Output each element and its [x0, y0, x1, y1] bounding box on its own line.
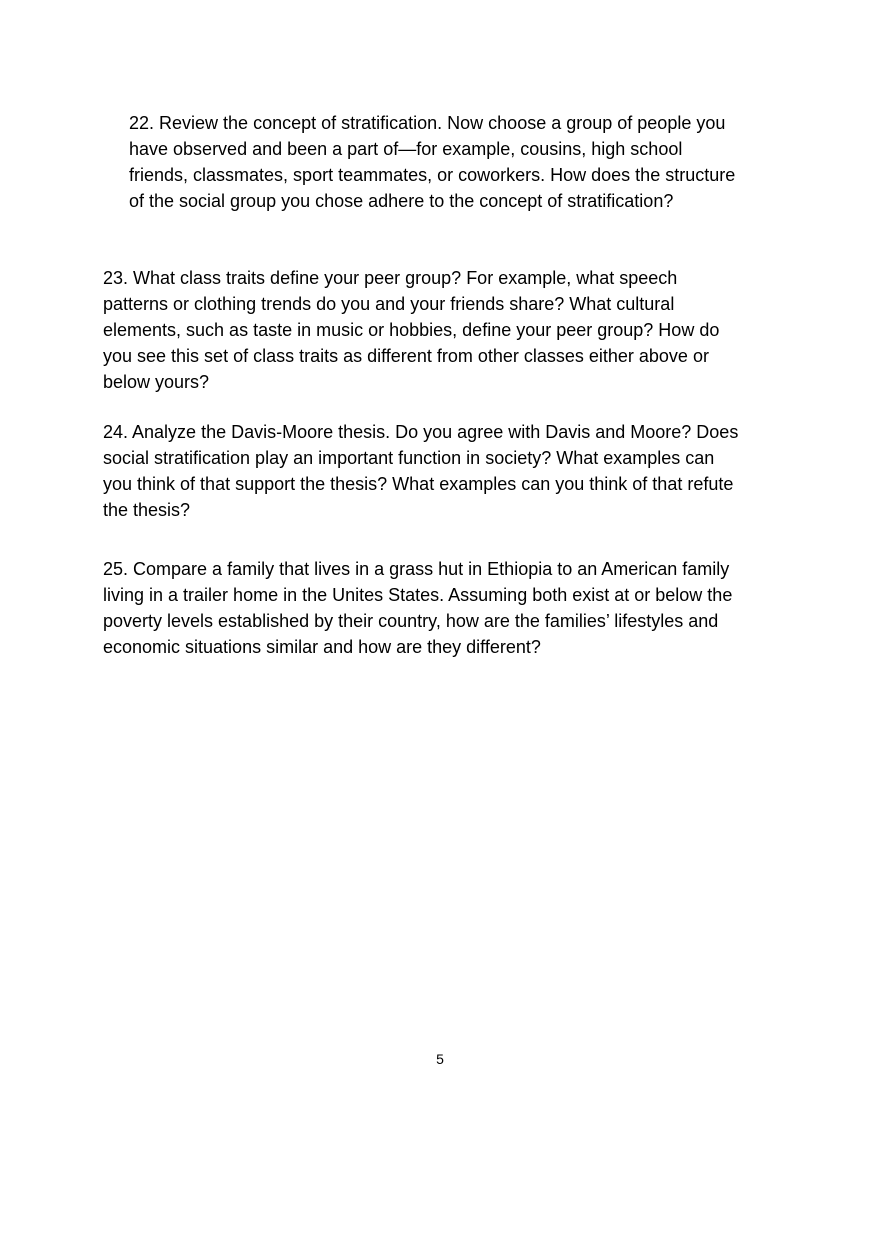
question-22: 22. Review the concept of stratification. Now choose a group of people you have observed and been a part of—for example, cousins, high school friends, classmates, sport teammates, or coworkers. How does the structure of the social group you chose adhere to the concept of stratification?	[129, 113, 736, 211]
question-23: 23. What class traits define your peer group? For example, what speech patterns or clothing trends do you and your friends share? What cultural elements, such as taste in music or hobbies, define your peer group? How do you see this set of class traits as different from other classes either above or below yours?	[103, 268, 720, 392]
page-number: 5	[436, 1051, 444, 1067]
question-24: 24. Analyze the Davis-Moore thesis. Do you agree with Davis and Moore? Does social stratification play an important function in society? What examples can you think of that support the thesis? What examples can you think of that refute the thesis?	[103, 422, 739, 520]
question-25: 25. Compare a family that lives in a grass hut in Ethiopia to an American family living in a trailer home in the Unites States. Assuming both exist at or below the poverty levels established by their country, how are the families’ lifestyles and economic situations similar and how are they different?	[103, 559, 733, 657]
